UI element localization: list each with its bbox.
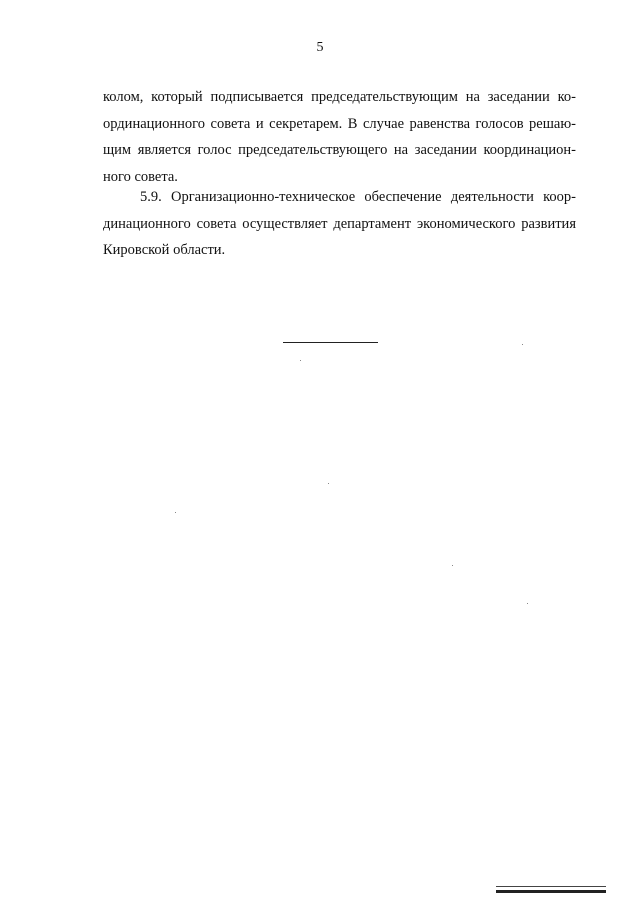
footer-rule-thick bbox=[496, 890, 606, 893]
text-line: щим является голос председательствующего на заседании координацион- bbox=[103, 142, 576, 158]
text-line: 5.9. Организационно-техническое обеспечение деятельности коор- bbox=[140, 189, 576, 205]
footer-rule bbox=[496, 886, 606, 887]
end-of-text-separator bbox=[283, 342, 378, 343]
text-line: ординационного совета и секретарем. В случае равенства голосов решаю- bbox=[103, 115, 576, 132]
paragraph-5-9 bbox=[103, 184, 576, 264]
scan-speck bbox=[452, 565, 453, 566]
scan-speck bbox=[300, 360, 301, 361]
text-line: динационного совета осуществляет департамент экономического развития bbox=[103, 215, 576, 232]
text-line: колом, который подписывается председательствующим на заседании ко- bbox=[103, 89, 576, 105]
scan-speck bbox=[527, 603, 528, 604]
scan-speck bbox=[522, 344, 523, 345]
paragraph-continuation bbox=[103, 84, 576, 190]
text-line: Кировской области. bbox=[103, 242, 226, 258]
page-number: 5 bbox=[316, 40, 324, 55]
scan-speck bbox=[175, 512, 176, 513]
text-line: ного совета. bbox=[103, 168, 178, 185]
scan-speck bbox=[328, 483, 329, 484]
